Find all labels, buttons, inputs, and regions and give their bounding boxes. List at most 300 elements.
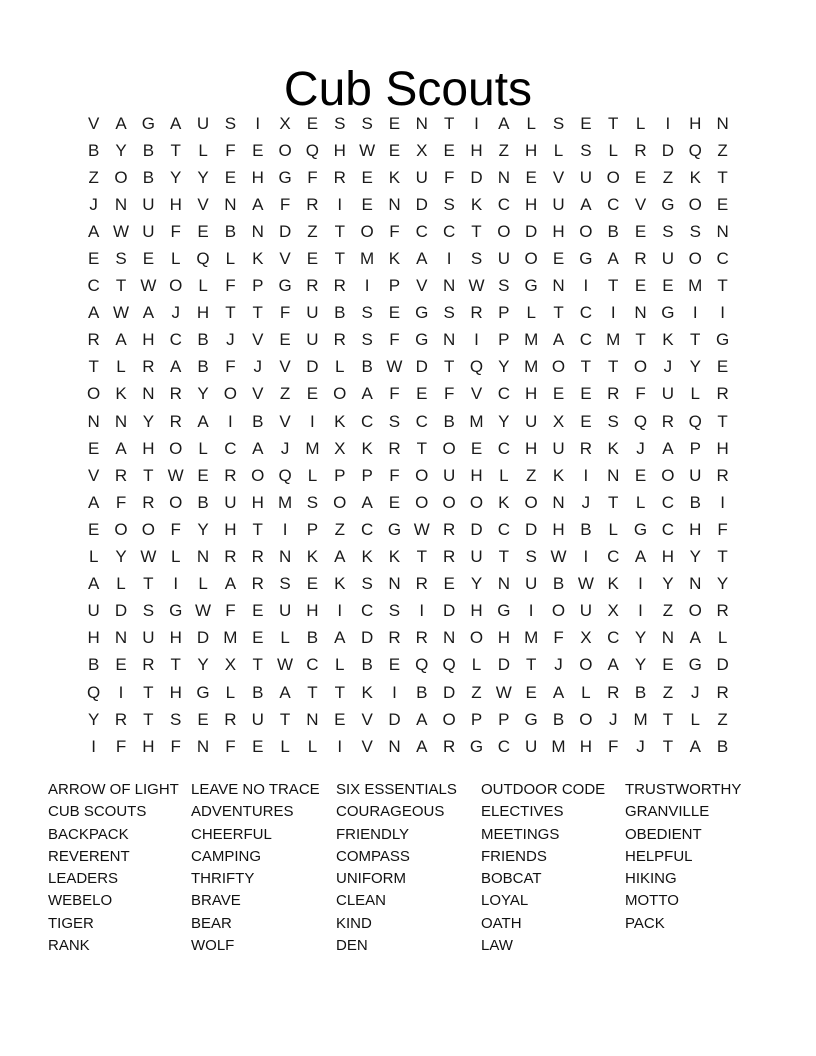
grid-letter: I [720, 303, 725, 323]
grid-letter: I [255, 113, 261, 133]
grid-letter: U [661, 249, 675, 269]
grid-letter: B [689, 492, 701, 512]
grid-letter: E [361, 167, 373, 187]
grid-letter: E [306, 574, 319, 594]
grid-letter: C [607, 628, 620, 648]
grid-letter: B [552, 709, 565, 729]
word-list-item: FRIENDLY [336, 825, 410, 843]
grid-letter: J [608, 709, 618, 729]
grid-letter: T [662, 709, 674, 729]
grid-letter: O [661, 465, 675, 485]
grid-letter: B [634, 682, 647, 702]
grid-letter: A [416, 709, 428, 729]
grid-letter: I [91, 736, 97, 756]
grid-letter: T [307, 682, 318, 702]
grid-letter: M [688, 276, 703, 296]
grid-letter: C [607, 194, 620, 214]
grid-letter: E [634, 465, 647, 485]
grid-letter: F [389, 330, 400, 350]
grid-letter: E [388, 113, 401, 133]
grid-letter: L [608, 140, 618, 160]
grid-letter: G [497, 601, 511, 621]
word-list-item: REVERENT [48, 847, 130, 865]
grid-letter: H [224, 519, 237, 539]
grid-letter: V [279, 357, 291, 377]
grid-letter: O [551, 357, 566, 377]
grid-letter: K [388, 167, 401, 187]
grid-letter: X [552, 411, 565, 431]
grid-letter: F [170, 519, 181, 539]
grid-letter: D [443, 682, 456, 702]
grid-letter: R [142, 357, 155, 377]
grid-letter: O [524, 249, 538, 269]
grid-letter: T [170, 655, 181, 675]
grid-letter: Y [197, 519, 209, 539]
grid-letter: J [581, 492, 591, 512]
grid-letter: T [553, 303, 564, 323]
grid-letter: K [361, 682, 373, 702]
grid-letter: H [142, 330, 155, 350]
grid-letter: M [633, 709, 648, 729]
grid-letter: H [306, 601, 319, 621]
grid-letter: K [306, 547, 319, 567]
grid-letter: I [583, 465, 589, 485]
word-list-item: CLEAN [336, 892, 387, 910]
grid-letter: T [608, 492, 619, 512]
grid-letter: T [443, 357, 455, 377]
grid-letter: P [470, 709, 483, 729]
grid-letter: F [608, 736, 619, 756]
grid-letter: C [360, 601, 374, 621]
grid-letter: E [88, 519, 100, 539]
grid-letter: O [442, 438, 456, 458]
grid-letter: Z [662, 167, 674, 187]
grid-letter: I [337, 736, 343, 756]
grid-letter: A [88, 221, 100, 241]
grid-letter: E [224, 167, 237, 187]
grid-letter: A [416, 736, 428, 756]
grid-letter: H [251, 492, 264, 512]
grid-letter: H [169, 194, 182, 214]
grid-letter: T [115, 276, 127, 296]
grid-letter: S [279, 574, 291, 594]
grid-letter: A [279, 682, 291, 702]
grid-letter: K [552, 465, 565, 485]
grid-letter: K [361, 438, 373, 458]
grid-letter: E [334, 709, 346, 729]
grid-letter: N [114, 194, 128, 214]
grid-letter: O [114, 167, 128, 187]
grid-letter: F [389, 221, 400, 241]
grid-letter: I [638, 601, 643, 621]
grid-letter: N [497, 574, 510, 594]
grid-letter: Y [716, 574, 729, 594]
grid-letter: X [416, 140, 428, 160]
grid-letter: B [88, 655, 100, 675]
grid-letter: O [551, 601, 566, 621]
grid-letter: Z [662, 601, 674, 621]
grid-letter: O [87, 384, 101, 404]
grid-letter: I [337, 601, 343, 621]
grid-letter: R [251, 547, 264, 567]
grid-letter: T [334, 249, 345, 269]
grid-letter: F [389, 384, 400, 404]
word-list-column-4 [481, 779, 605, 957]
grid-letter: E [252, 736, 264, 756]
word-list-item: ARROW OF LIGHT [48, 781, 179, 798]
grid-letter: E [416, 384, 428, 404]
grid-letter: W [140, 276, 157, 296]
grid-letter: L [170, 547, 181, 567]
grid-letter: W [386, 357, 403, 377]
grid-letter: G [278, 276, 292, 296]
grid-letter: H [525, 140, 538, 160]
grid-letter: Y [115, 547, 127, 567]
word-list-item: ADVENTURES [191, 803, 294, 821]
word-list-item: SIX ESSENTIALS [336, 781, 457, 798]
grid-letter: L [635, 492, 646, 512]
grid-letter: R [333, 276, 346, 296]
grid-letter: E [197, 465, 209, 485]
grid-letter: Y [498, 411, 510, 431]
grid-letter: H [470, 465, 483, 485]
grid-letter: E [88, 438, 100, 458]
grid-letter: W [195, 601, 212, 621]
grid-letter: A [580, 194, 592, 214]
grid-letter: N [443, 628, 456, 648]
grid-letter: L [280, 736, 290, 756]
grid-letter: U [497, 249, 510, 269]
grid-letter: A [498, 113, 510, 133]
word-list-item: FRIENDS [481, 847, 547, 865]
grid-letter: I [474, 113, 479, 133]
grid-letter: N [251, 221, 264, 241]
grid-letter: A [334, 547, 346, 567]
grid-letter: V [634, 194, 647, 214]
grid-letter: X [224, 655, 237, 675]
grid-letter: G [169, 601, 183, 621]
grid-letter: A [115, 330, 127, 350]
grid-letter: I [118, 682, 124, 702]
grid-letter: Q [688, 411, 702, 431]
grid-letter: C [497, 438, 510, 458]
grid-letter: A [197, 411, 209, 431]
grid-letter: X [607, 601, 619, 621]
grid-letter: D [443, 601, 456, 621]
grid-letter: R [169, 384, 182, 404]
grid-letter: I [446, 249, 452, 269]
grid-letter: V [361, 736, 373, 756]
grid-letter: E [252, 601, 264, 621]
grid-letter: G [469, 736, 484, 756]
grid-letter: Q [442, 655, 456, 675]
grid-letter: R [333, 330, 346, 350]
grid-letter: U [525, 736, 538, 756]
grid-letter: T [690, 330, 701, 350]
grid-letter: L [280, 628, 290, 648]
word-list-item: LOYAL [481, 892, 529, 910]
grid-letter: H [169, 628, 182, 648]
grid-letter: C [607, 547, 620, 567]
word-list-item: WEBELO [48, 892, 113, 910]
grid-letter: U [552, 194, 565, 214]
grid-letter: P [388, 276, 401, 296]
grid-letter: L [335, 357, 345, 377]
grid-letter: L [608, 519, 618, 539]
grid-letter: N [716, 113, 729, 133]
grid-letter: N [443, 330, 456, 350]
grid-letter: N [196, 547, 210, 567]
grid-letter: Z [334, 519, 345, 539]
grid-letter: S [552, 113, 565, 133]
grid-letter: U [579, 167, 592, 187]
grid-letter: N [114, 411, 128, 431]
grid-letter: G [415, 330, 429, 350]
grid-letter: T [143, 709, 154, 729]
grid-letter: R [224, 465, 237, 485]
grid-letter: S [689, 221, 701, 241]
grid-letter: Z [471, 682, 482, 702]
grid-letter: P [306, 519, 319, 539]
grid-letter: I [474, 330, 479, 350]
grid-letter: C [360, 519, 374, 539]
grid-letter: C [169, 330, 182, 350]
grid-letter: I [228, 411, 233, 431]
grid-letter: I [638, 574, 643, 594]
grid-letter: A [170, 357, 182, 377]
grid-letter: O [688, 601, 702, 621]
grid-letter: O [497, 221, 511, 241]
word-list-item: COURAGEOUS [336, 803, 445, 821]
grid-letter: Q [633, 411, 648, 431]
grid-letter: L [198, 276, 208, 296]
grid-letter: E [197, 709, 209, 729]
word-list-item: DEN [336, 937, 368, 955]
grid-letter: H [552, 519, 565, 539]
grid-letter: G [415, 303, 429, 323]
grid-letter: E [634, 167, 647, 187]
grid-letter: O [469, 492, 484, 512]
grid-letter: Y [197, 384, 209, 404]
grid-letter: M [551, 736, 566, 756]
grid-letter: Y [662, 574, 674, 594]
grid-letter: H [497, 628, 510, 648]
grid-letter: Z [662, 682, 674, 702]
grid-letter: L [499, 465, 509, 485]
word-list-item: BEAR [191, 914, 232, 932]
word-list-item: MOTTO [625, 892, 679, 910]
grid-letter: N [552, 492, 565, 512]
word-list-item: GRANVILLE [625, 803, 710, 821]
grid-letter: E [142, 249, 155, 269]
grid-letter: E [716, 194, 729, 214]
grid-letter: V [470, 384, 483, 404]
grid-letter: S [361, 113, 373, 133]
grid-letter: A [170, 113, 182, 133]
grid-letter: E [88, 249, 100, 269]
grid-letter: R [634, 140, 647, 160]
grid-letter: O [415, 492, 429, 512]
grid-letter: G [524, 709, 538, 729]
grid-letter: A [552, 682, 565, 702]
grid-letter: D [114, 601, 128, 621]
grid-letter: L [307, 465, 318, 485]
grid-letter: C [716, 249, 729, 269]
word-list-item: CUB SCOUTS [48, 803, 147, 821]
grid-letter: I [528, 601, 534, 621]
grid-letter: F [635, 384, 646, 404]
grid-letter: A [334, 628, 346, 648]
word-list-item: BOBCAT [481, 870, 542, 888]
grid-letter: O [442, 709, 456, 729]
grid-letter: S [361, 574, 373, 594]
grid-letter: I [665, 113, 671, 133]
grid-letter: Y [634, 628, 647, 648]
grid-letter: U [525, 574, 538, 594]
grid-letter: A [607, 249, 619, 269]
grid-letter: M [223, 628, 238, 648]
grid-letter: V [88, 113, 100, 133]
grid-letter: F [225, 140, 236, 160]
grid-letter: B [552, 574, 565, 594]
grid-letter: C [661, 492, 675, 512]
grid-letter: G [661, 194, 675, 214]
grid-letter: Z [717, 709, 728, 729]
grid-letter: R [87, 330, 100, 350]
grid-letter: E [580, 411, 592, 431]
grid-letter: R [306, 276, 319, 296]
grid-letter: T [525, 655, 537, 675]
grid-letter: H [87, 628, 100, 648]
grid-letter: W [577, 574, 594, 594]
grid-letter: F [225, 357, 236, 377]
word-list-item: OATH [481, 914, 522, 932]
grid-letter: O [141, 519, 155, 539]
grid-letter: R [607, 682, 620, 702]
grid-letter: A [224, 574, 237, 594]
grid-letter: K [662, 330, 674, 350]
grid-letter: E [252, 140, 264, 160]
grid-letter: N [443, 276, 456, 296]
grid-letter: U [470, 547, 483, 567]
word-list-item: THRIFTY [191, 870, 255, 888]
grid-letter: K [607, 438, 619, 458]
grid-letter: V [416, 276, 428, 296]
grid-letter: C [87, 276, 100, 296]
word-list-item: LEAVE NO TRACE [191, 781, 320, 798]
grid-letter: T [608, 357, 619, 377]
grid-letter: O [223, 384, 237, 404]
grid-letter: Q [87, 682, 101, 702]
grid-letter: V [197, 194, 209, 214]
grid-letter: D [306, 357, 319, 377]
grid-letter: B [716, 736, 729, 756]
grid-letter: S [361, 303, 373, 323]
grid-letter: T [143, 574, 154, 594]
grid-letter: R [415, 574, 428, 594]
grid-letter: D [415, 357, 428, 377]
grid-letter: S [580, 140, 592, 160]
grid-letter: U [689, 465, 702, 485]
grid-letter: B [361, 655, 373, 675]
grid-letter: O [415, 465, 429, 485]
word-list-item: LAW [481, 937, 513, 955]
grid-letter: D [497, 655, 510, 675]
grid-letter: H [661, 547, 675, 567]
grid-letter: W [112, 303, 130, 323]
grid-letter: U [443, 465, 456, 485]
grid-letter: Q [469, 357, 484, 377]
grid-letter: L [116, 574, 126, 594]
grid-letter: F [279, 194, 291, 214]
grid-letter: I [720, 492, 725, 512]
grid-letter: P [361, 465, 373, 485]
grid-letter: Z [498, 140, 510, 160]
grid-letter: S [443, 194, 455, 214]
grid-letter: S [607, 411, 619, 431]
grid-letter: A [142, 303, 155, 323]
word-list-item: CAMPING [191, 847, 262, 865]
grid-letter: M [469, 411, 484, 431]
grid-letter: C [497, 519, 510, 539]
grid-letter: M [360, 249, 375, 269]
grid-letter: A [361, 492, 373, 512]
grid-letter: U [196, 113, 210, 133]
grid-letter: Y [142, 411, 155, 431]
grid-letter: O [169, 492, 183, 512]
grid-letter: E [306, 113, 319, 133]
word-search-grid [80, 110, 736, 760]
grid-letter: K [252, 249, 264, 269]
grid-letter: D [360, 628, 374, 648]
grid-letter: T [608, 113, 619, 133]
grid-letter: S [306, 492, 319, 512]
grid-letter: T [580, 357, 592, 377]
grid-letter: N [689, 574, 702, 594]
grid-letter: B [580, 519, 592, 539]
grid-letter: U [142, 628, 155, 648]
grid-letter: U [278, 601, 292, 621]
grid-letter: K [115, 384, 127, 404]
grid-letter: F [279, 303, 291, 323]
grid-letter: E [662, 276, 674, 296]
grid-letter: R [388, 628, 401, 648]
grid-letter: L [170, 249, 181, 269]
grid-letter: T [416, 547, 427, 567]
grid-letter: O [579, 221, 593, 241]
grid-letter: R [661, 411, 675, 431]
grid-letter: B [197, 492, 209, 512]
grid-letter: L [116, 357, 126, 377]
grid-letter: E [361, 194, 373, 214]
grid-letter: X [279, 113, 291, 133]
grid-letter: O [169, 276, 183, 296]
grid-letter: E [115, 655, 127, 675]
grid-letter: W [140, 547, 157, 567]
grid-letter: C [579, 330, 592, 350]
grid-letter: T [717, 547, 728, 567]
grid-letter: T [471, 221, 482, 241]
grid-letter: N [306, 709, 319, 729]
grid-letter: L [471, 655, 482, 675]
grid-letter: U [552, 438, 565, 458]
grid-letter: P [689, 438, 701, 458]
grid-letter: X [334, 438, 346, 458]
grid-letter: Q [688, 140, 702, 160]
grid-letter: D [470, 519, 483, 539]
grid-letter: K [607, 574, 619, 594]
grid-letter: T [608, 276, 619, 296]
